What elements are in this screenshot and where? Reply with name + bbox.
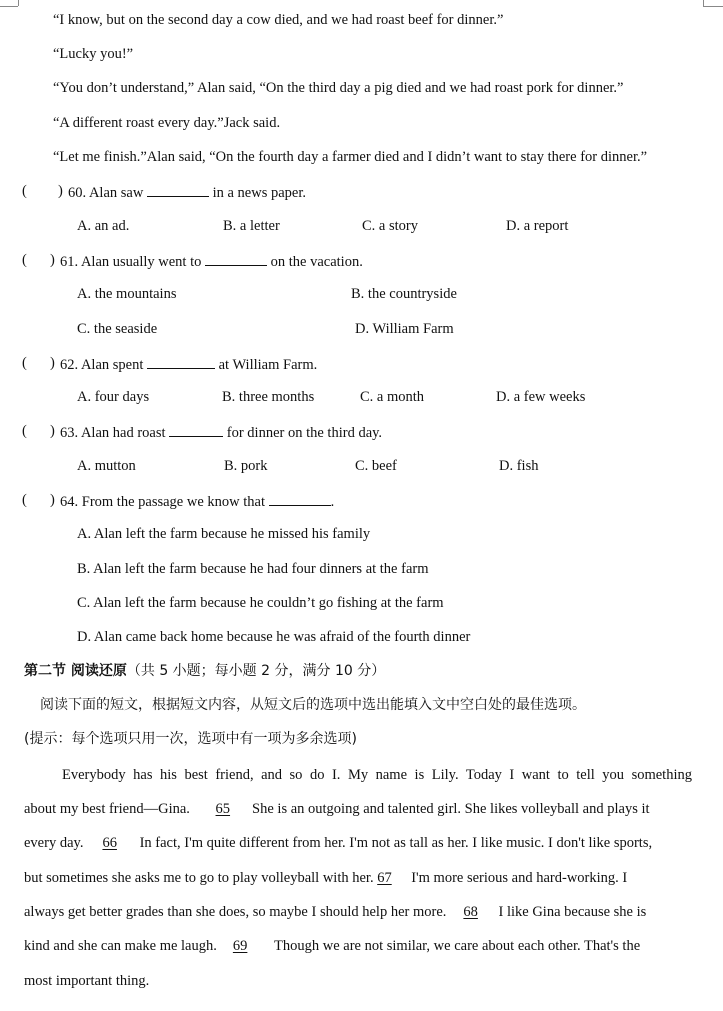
passage-line: “You don’t understand,” Alan said, “On the third day a pig died and we had roast pork for dinner.”: [53, 80, 624, 96]
reading-text: kind and she can make me laugh.: [24, 938, 217, 954]
answer-blank: [147, 182, 209, 197]
answer-paren-open: (: [22, 252, 27, 268]
question-stem-after: .: [330, 494, 335, 510]
option-c: C. beef: [355, 458, 397, 474]
corner-mark-right-h: [703, 6, 723, 7]
answer-blank: [147, 354, 215, 369]
corner-mark-left-h: [0, 6, 18, 7]
option-a: A. mutton: [77, 458, 136, 474]
answer-blank: [269, 491, 331, 506]
reading-line: [24, 834, 652, 852]
reading-text: In fact, I'm quite different from her. I'm not as tall as her. I like music. I don't like sports,: [139, 835, 653, 851]
option-a: A. four days: [77, 389, 150, 405]
answer-paren-close: ): [50, 355, 55, 371]
option-b: B. three months: [222, 389, 315, 405]
question-number: 63.: [60, 425, 79, 441]
question-stem: [60, 354, 317, 374]
reading-text: every day.: [24, 835, 84, 851]
answer-paren-open: (: [22, 183, 27, 199]
question-stem-after: in a news paper.: [212, 185, 306, 201]
option-c: C. a month: [360, 389, 425, 405]
section-note: （共 5 小题；每小题 2 分，满分 10 分）: [126, 663, 386, 679]
passage-line: “Lucky you!”: [53, 46, 134, 62]
question-stem-before: Alan usually went to: [80, 254, 202, 270]
option-a: A. the mountains: [77, 286, 177, 302]
option-b: B. a letter: [223, 218, 280, 234]
blank-65: 65: [215, 801, 231, 817]
reading-text: She is an outgoing and talented girl. She likes volleyball and plays it: [252, 801, 650, 817]
option-c: C. Alan left the farm because he couldn’t go fishing at the farm: [77, 595, 444, 611]
question-stem: [60, 422, 382, 442]
answer-paren-open: (: [22, 423, 27, 439]
reading-text: but sometimes she asks me to go to play volleyball with her.: [24, 870, 374, 886]
reading-line: [24, 937, 640, 955]
passage-line: “A different roast every day.”Jack said.: [53, 115, 281, 131]
question-stem-after: for dinner on the third day.: [226, 425, 383, 441]
question-number: 62.: [60, 357, 79, 373]
reading-text: always get better grades than she does, so maybe I should help her more.: [24, 904, 447, 920]
answer-paren-close: ): [50, 252, 55, 268]
answer-paren-open: (: [22, 355, 27, 371]
option-d: D. a report: [506, 218, 569, 234]
section-hint: (提示：每个选项只用一次，选项中有一项为多余选项): [24, 731, 357, 747]
answer-paren-close: ): [50, 492, 55, 508]
blank-68: 68: [463, 904, 478, 920]
blank-66: 66: [102, 835, 117, 851]
reading-text: Though we are not similar, we care about each other. That's the: [274, 938, 641, 954]
answer-paren-close: ): [58, 183, 63, 199]
reading-text: about my best friend—Gina.: [24, 801, 190, 817]
question-stem-after: on the vacation.: [270, 254, 363, 270]
corner-mark-left: [18, 0, 19, 6]
reading-text: I like Gina because she is: [498, 904, 647, 920]
question-stem-before: Alan saw: [88, 185, 144, 201]
answer-paren-open: (: [22, 492, 27, 508]
question-number: 60.: [68, 185, 87, 201]
question-stem: [60, 251, 363, 271]
reading-line: Everybody has his best friend, and so do I. My name is Lily. Today I want to tell you something: [62, 767, 692, 783]
answer-blank: [169, 422, 223, 437]
reading-line: most important thing.: [24, 973, 150, 989]
question-number: 64.: [60, 494, 79, 510]
option-a: A. Alan left the farm because he missed his family: [77, 526, 371, 542]
answer-blank: [205, 251, 267, 266]
option-d: D. fish: [499, 458, 539, 474]
option-b: B. the countryside: [351, 286, 457, 302]
blank-67: 67: [377, 870, 392, 886]
option-b: B. Alan left the farm because he had four dinners at the farm: [77, 561, 429, 577]
reading-line: [24, 800, 650, 818]
question-stem: [68, 182, 306, 202]
reading-text: I'm more serious and hard-working. I: [411, 870, 628, 886]
reading-line: [24, 869, 627, 887]
option-b: B. pork: [224, 458, 268, 474]
question-stem: [60, 491, 334, 511]
section-heading: [24, 662, 385, 680]
option-d: D. Alan came back home because he was afraid of the fourth dinner: [77, 629, 471, 645]
question-stem-before: Alan had roast: [80, 425, 166, 441]
option-d: D. William Farm: [355, 321, 454, 337]
option-c: C. the seaside: [77, 321, 158, 337]
passage-line: “I know, but on the second day a cow died, and we had roast beef for dinner.”: [53, 12, 504, 28]
section-instruction: 阅读下面的短文，根据短文内容，从短文后的选项中选出能填入文中空白处的最佳选项。: [40, 697, 586, 713]
question-stem-before: Alan spent: [80, 357, 144, 373]
question-number: 61.: [60, 254, 79, 270]
passage-line: “Let me finish.”Alan said, “On the fourth day a farmer died and I didn’t want to stay there for dinner.”: [53, 149, 648, 165]
question-stem-before: From the passage we know that: [81, 494, 265, 510]
answer-paren-close: ): [50, 423, 55, 439]
reading-line: [24, 903, 646, 921]
option-d: D. a few weeks: [496, 389, 586, 405]
option-c: C. a story: [362, 218, 418, 234]
section-title: 第二节 阅读还原: [24, 663, 127, 679]
question-stem-after: at William Farm.: [218, 357, 318, 373]
option-a: A. an ad.: [77, 218, 130, 234]
blank-69: 69: [232, 938, 248, 954]
